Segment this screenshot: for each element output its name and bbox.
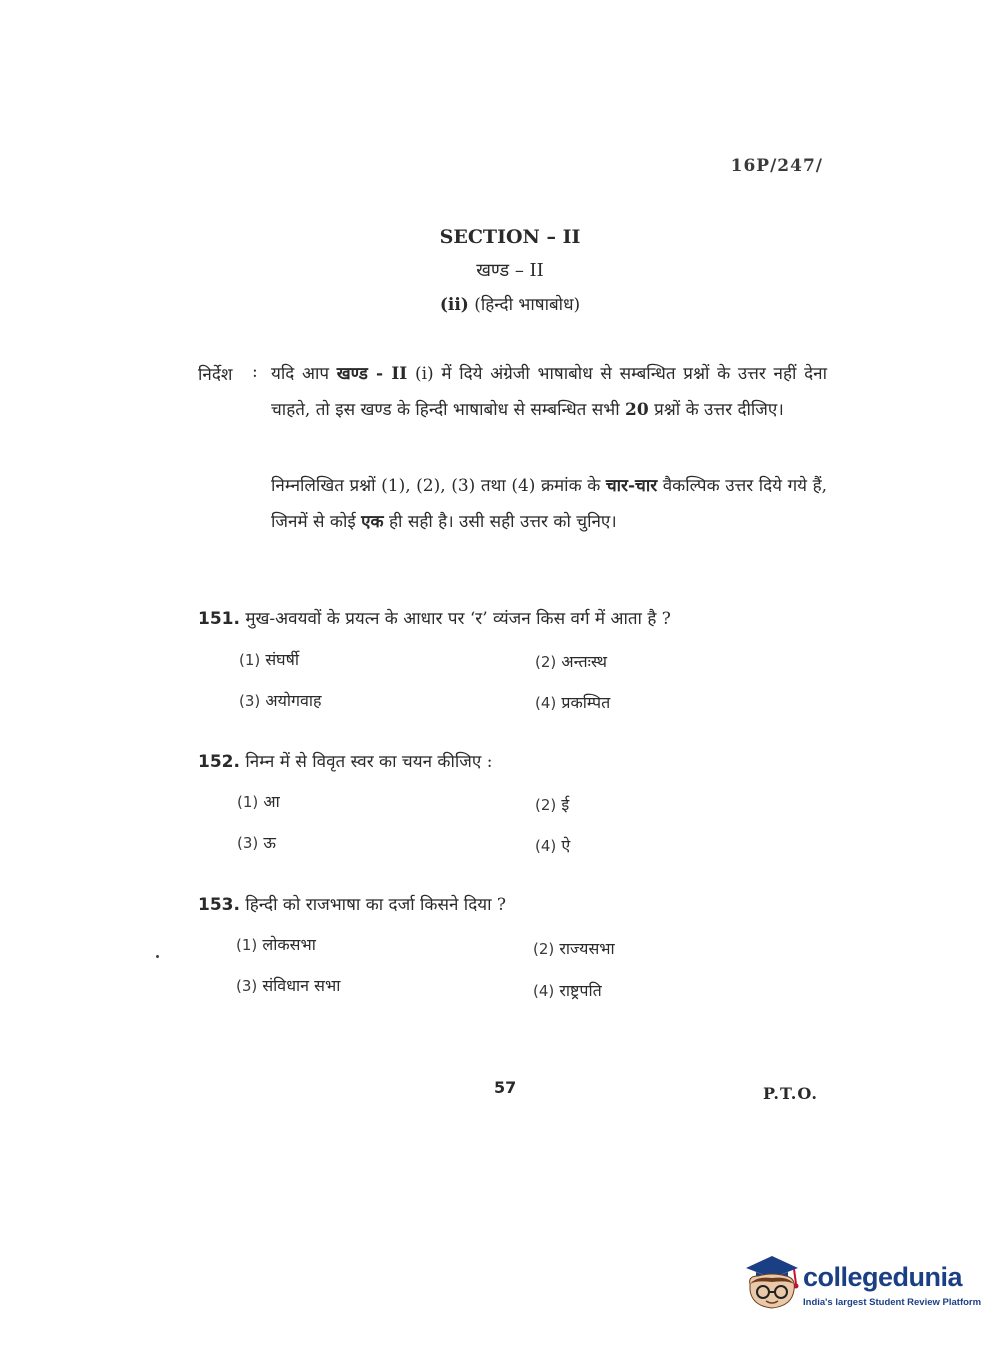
p1-part-d: 20: [625, 400, 649, 420]
option-153-2: [533, 937, 615, 959]
question-number: 152.: [198, 752, 240, 772]
p1-part-b: खण्ड - II: [336, 364, 408, 384]
question-number: 151.: [198, 609, 240, 629]
paper-code: 16P/247/: [730, 156, 823, 176]
option-number: (2): [535, 653, 557, 671]
directions-colon: :: [252, 362, 258, 382]
p2-part-b: चार-चार: [605, 476, 658, 496]
option-153-1: [236, 933, 316, 955]
p1-part-a: यदि आप: [271, 364, 337, 384]
option-text: ई: [561, 795, 570, 814]
question-151: [198, 606, 671, 629]
section-title-english: SECTION – II: [439, 226, 581, 248]
section-subtitle: [0, 292, 1001, 315]
option-number: (3): [239, 692, 261, 710]
question-153: [198, 892, 506, 915]
option-number: (2): [533, 940, 555, 958]
option-152-4: [535, 834, 570, 856]
p2-part-a: निम्नलिखित प्रश्नों (1), (2), (3) तथा (4) क्रमांक के: [271, 476, 606, 496]
p2-part-d: एक: [361, 512, 384, 532]
option-text: प्रकम्पित: [561, 693, 611, 712]
option-151-4: [535, 691, 610, 713]
subtitle-text: (हिन्दी भाषाबोध): [474, 295, 581, 315]
option-151-2: [535, 650, 607, 672]
page-number: 57: [494, 1078, 517, 1097]
option-152-2: [535, 793, 569, 815]
option-text: राष्ट्रपति: [559, 981, 602, 1000]
option-152-3: [237, 831, 276, 853]
option-number: (3): [236, 977, 258, 995]
question-text: मुख-अवयवों के प्रयत्न के आधार पर ‘र’ व्यंजन किस वर्ग में आता है ?: [245, 609, 671, 629]
option-text: संविधान सभा: [262, 976, 341, 995]
directions-paragraph-1: [271, 356, 827, 428]
question-number: 153.: [198, 895, 240, 915]
p1-part-c: (i) में दिये अंग्रेजी भाषाबोध से सम्बन्धित प्रश्नों के उत्तर नहीं देना चाहते, तो इस खण्ड के हिन्दी भाषाबोध से सम्बन्धित सभी: [271, 364, 827, 420]
subtitle-number: (ii): [439, 295, 469, 315]
option-number: (4): [535, 837, 557, 855]
option-151-3: [239, 689, 322, 711]
question-text: निम्न में से विवृत स्वर का चयन कीजिए :: [245, 752, 493, 772]
option-153-3: [236, 974, 340, 996]
option-number: (2): [535, 796, 557, 814]
directions-paragraph-2: [271, 468, 827, 540]
option-151-1: [239, 648, 299, 670]
p2-part-c: वैकल्पिक उत्तर दिये गये हैं, जिनमें से कोई: [271, 476, 828, 532]
watermark-brand: collegedunia: [803, 1262, 963, 1292]
option-text: संघर्षी: [265, 650, 300, 669]
option-text: राज्यसभा: [559, 939, 615, 958]
option-number: (4): [533, 982, 555, 1000]
option-text: ऐ: [561, 836, 571, 855]
directions-label: निर्देश: [198, 365, 233, 385]
p1-part-e: प्रश्नों के उत्तर दीजिए।: [648, 400, 784, 420]
question-text: हिन्दी को राजभाषा का दर्जा किसने दिया ?: [245, 895, 507, 915]
section-title-hindi: खण्ड – II: [476, 260, 544, 281]
pto-label: P.T.O.: [763, 1084, 818, 1103]
option-number: (1): [239, 651, 261, 669]
option-number: (3): [237, 834, 259, 852]
option-153-4: [533, 979, 602, 1001]
option-152-1: [237, 790, 280, 812]
option-number: (1): [236, 936, 258, 954]
option-text: ऊ: [263, 833, 276, 852]
option-text: अयोगवाह: [265, 691, 322, 710]
option-number: (1): [237, 793, 259, 811]
option-text: आ: [263, 792, 280, 811]
scan-speck: [156, 955, 159, 958]
option-text: लोकसभा: [262, 935, 316, 954]
option-number: (4): [535, 694, 557, 712]
watermark-tagline: India's largest Student Review Platform: [803, 1297, 982, 1308]
p2-part-e: ही सही है। उसी सही उत्तर को चुनिए।: [383, 512, 617, 532]
option-text: अन्तःस्थ: [561, 652, 607, 671]
question-152: [198, 749, 492, 772]
